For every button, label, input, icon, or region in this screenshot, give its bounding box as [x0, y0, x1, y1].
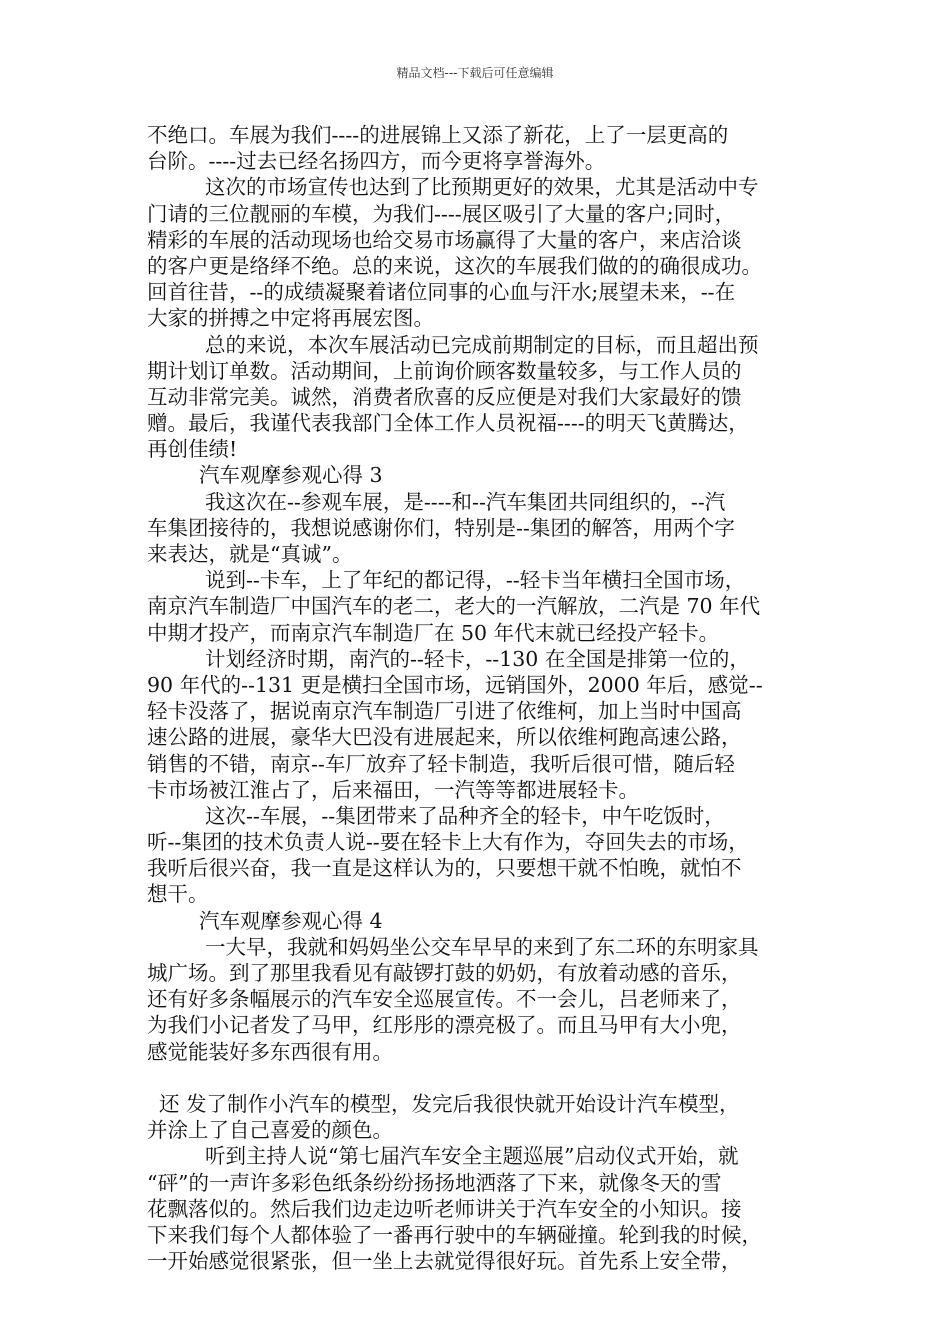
document-body	[147, 122, 811, 1274]
text-line: 车集团接待的，我想说感谢你们，特别是--集团的解答，用两个字	[147, 515, 735, 540]
text-line: 下来我们每个人都体验了一番再行驶中的车辆碰撞。轮到我的时候，	[147, 1222, 762, 1247]
text-line: 台阶。----过去已经名扬四方，而今更将享誉海外。	[147, 149, 606, 174]
text-line: 我这次在--参观车展，是----和--汽车集团共同组织的，--汽	[205, 489, 726, 514]
text-line: 不绝口。车展为我们----的进展锦上又添了新花，上了一层更高的	[147, 123, 729, 147]
text-line: 城广场。到了那里我看见有敲锣打鼓的奶奶，有放着动感的音乐，	[147, 961, 742, 985]
text-line: 的客户更是络绎不绝。总的来说，这次的车展我们做的的确很成功。	[147, 253, 762, 278]
text-line: 一大早，我就和妈妈坐公交车早早的来到了东二环的东明家具	[205, 934, 759, 959]
text-line: 这次的市场宣传也达到了比预期更好的效果，尤其是活动中专	[205, 175, 759, 200]
text-line: 感觉能装好多东西很有用。	[147, 1039, 393, 1064]
text-line: 南京汽车制造厂中国汽车的老二，老大的一汽解放，二汽是 70 年代	[147, 594, 761, 619]
text-line: 再创佳绩!	[147, 437, 238, 462]
text-line: 还有好多条幅展示的汽车安全巡展宣传。不一会儿，吕老师来了，	[147, 987, 742, 1012]
text-line: 速公路的进展，豪华大巴没有进展起来，所以依维柯跑高速公路，	[147, 725, 742, 750]
text-line: 大家的拼搏之中定将再展宏图。	[147, 306, 434, 331]
text-line: 赠。最后，我谨代表我部门全体工作人员祝福----的明天飞黄腾达，	[147, 411, 749, 436]
text-line: 想干。	[147, 882, 209, 907]
text-line: 听到主持人说“第七届汽车安全主题巡展”启动仪式开始，就	[205, 1144, 739, 1169]
text-line: 精彩的车展的活动现场也给交易市场赢得了大量的客户，来店洽谈	[147, 227, 742, 252]
text-line: 说到--卡车，上了年纪的都记得，--轻卡当年横扫全国市场，	[205, 568, 746, 593]
text-line: 计划经济时期，南汽的--轻卡，--130 在全国是排第一位的，	[205, 646, 750, 671]
text-line: 来表达，就是“真诚”。	[147, 542, 353, 566]
text-line: 期计划订单数。活动期间，上前询价顾客数量较多，与工作人员的	[147, 358, 742, 383]
text-line: “砰”的一声许多彩色纸条纷纷扬扬地洒落了下来，就像冬天的雪	[147, 1170, 722, 1195]
text-line: 听--集团的技术负责人说--要在轻卡上大有作为，夺回失去的市场，	[147, 830, 749, 855]
text-line: 卡市场被江淮占了，后来福田，一汽等等都进展轻卡。	[147, 777, 639, 802]
text-line: 为我们小记者发了马甲，红彤彤的漂亮极了。而且马甲有大小兜，	[147, 1013, 742, 1038]
text-line: 中期才投产，而南京汽车制造厂在 50 年代末就已经投产轻卡。	[147, 620, 720, 645]
text-line: 互动非常完美。诚然，消费者欣喜的反应便是对我们大家最好的馈	[147, 384, 742, 409]
text-line: 90 年代的--131 更是横扫全国市场，远销国外，2000 年后，感觉--	[147, 672, 763, 697]
text-line: 还 发了制作小汽车的模型，发完后我很快就开始设计汽车模型，	[159, 1091, 740, 1116]
text-line: 汽车观摩参观心得 3	[199, 463, 383, 488]
text-line: 这次--车展，--集团带来了品种齐全的轻卡，中午吃饭时，	[205, 803, 725, 828]
page-header: 精品文档---下载后可任意编辑	[396, 66, 554, 80]
text-line: 门请的三位靓丽的车模，为我们----展区吸引了大量的客户;同时，	[147, 201, 736, 226]
text-line: 一开始感觉很紧张，但一坐上去就觉得很好玩。首先系上安全带，	[147, 1249, 742, 1274]
text-line: 轻卡没落了，据说南京汽车制造厂引进了依维柯，加上当时中国高	[147, 699, 742, 724]
text-line: 汽车观摩参观心得 4	[199, 908, 383, 933]
text-line: 销售的不错，南京--车厂放弃了轻卡制造，我听后很可惜，随后轻	[147, 751, 735, 776]
text-line: 回首往昔，--的成绩凝聚着诸位同事的心血与汗水;展望未来，--在	[147, 280, 736, 305]
text-line: 花飘落似的。然后我们边走边听老师讲关于汽车安全的小知识。接	[147, 1196, 742, 1221]
text-line: 并涂上了自己喜爱的颜色。	[147, 1118, 393, 1143]
blank-line	[147, 1065, 811, 1091]
text-line: 总的来说，本次车展活动已完成前期制定的目标，而且超出预	[205, 332, 759, 357]
text-line: 我听后很兴奋，我一直是这样认为的，只要想干就不怕晚，就怕不	[147, 856, 742, 881]
